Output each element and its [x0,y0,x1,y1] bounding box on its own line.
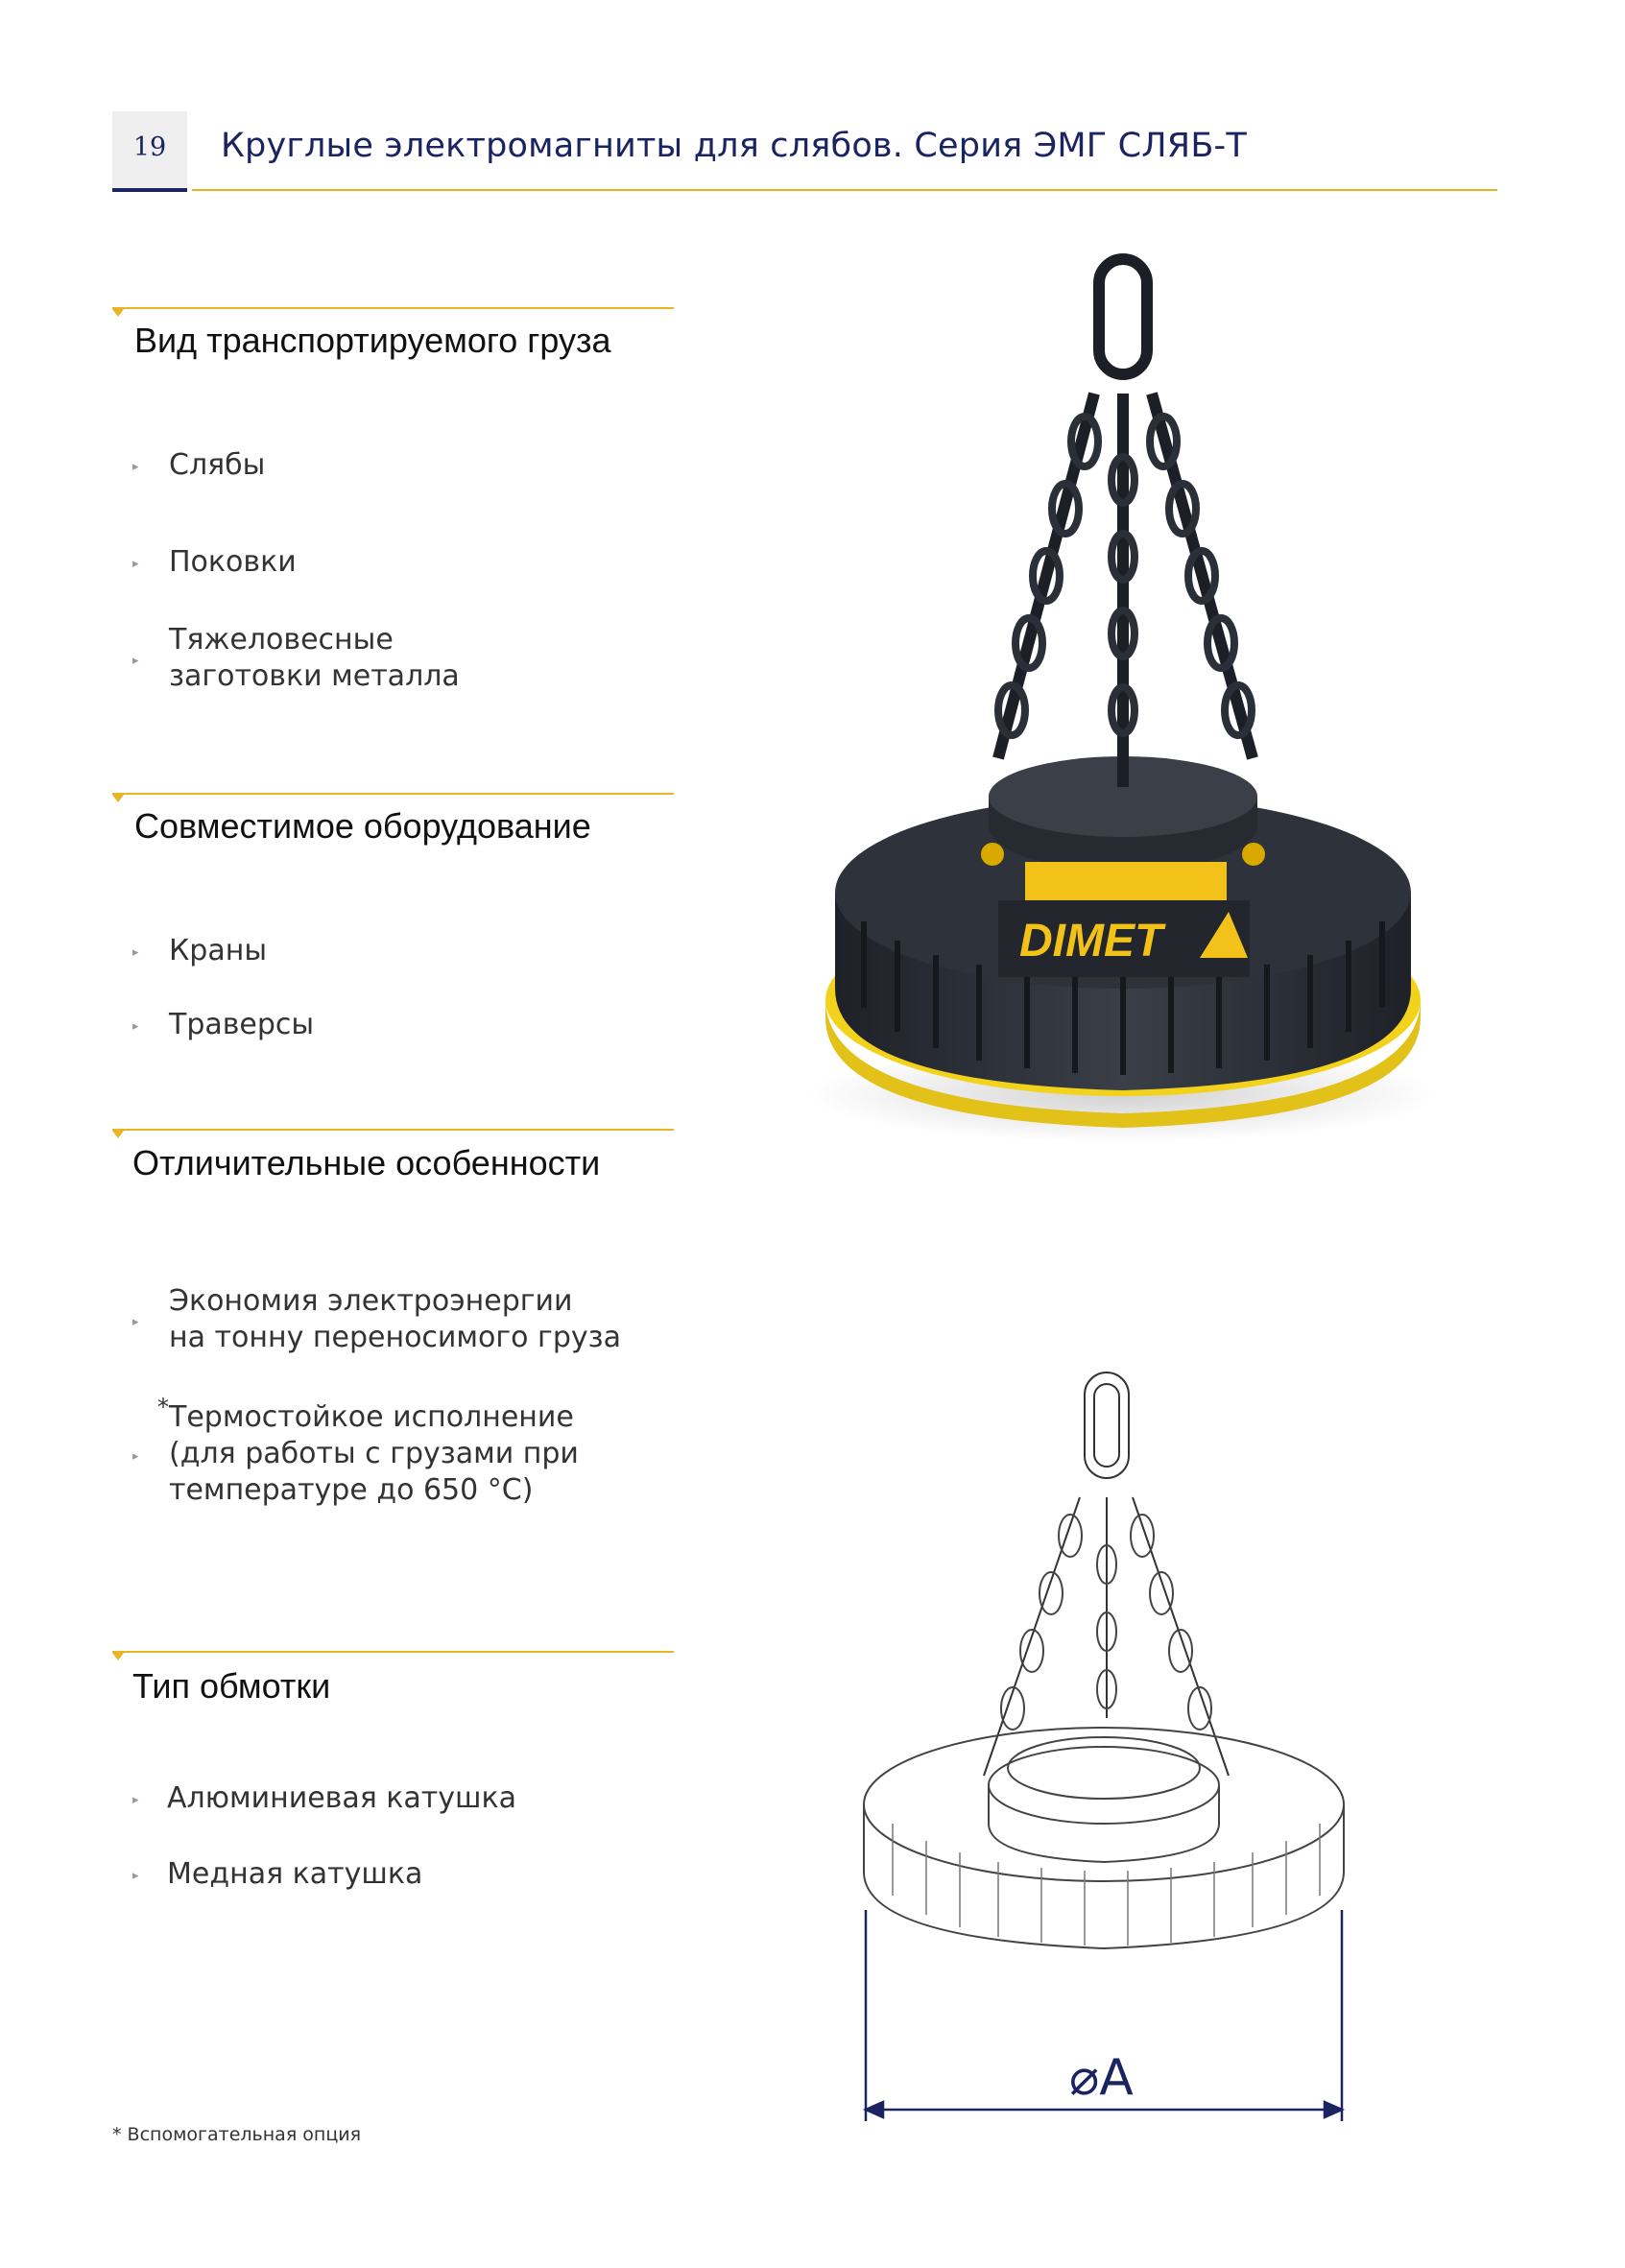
section-divider [112,1129,674,1131]
bullet-icon: ▸ [132,1793,139,1807]
page-number-underline [112,188,187,192]
list-item-line: Слябы [169,448,266,482]
list-item [169,933,267,969]
section-divider [112,1651,674,1653]
bullet-icon: ▸ [132,1869,139,1883]
list-item [167,1856,422,1893]
list-item-line: Экономия электроэнергии [169,1284,573,1318]
list-item-line: (для работы с грузами при [169,1437,579,1470]
section-title-features: Отличительные особенности [132,1143,601,1182]
list-item [169,622,460,695]
bullet-icon: ▸ [132,557,139,571]
electromagnet-line-drawing-icon [854,1373,1353,2140]
list-item-line: Медная катушка [167,1857,423,1891]
header-divider [192,189,1497,191]
brand-logo: DIMET [1019,916,1163,967]
optional-marker: * [157,1394,169,1420]
section-marker-icon [112,309,124,317]
list-item [169,447,265,484]
list-item [169,544,297,581]
page-number-box [112,111,187,190]
section-marker-icon [112,795,124,802]
list-item [169,1283,621,1356]
footnote: * Вспомогательная опция [112,2124,362,2145]
section-divider [112,793,674,795]
section-divider [112,307,674,309]
page-number: 19 [132,132,167,162]
page-title: Круглые электромагниты для слябов. Серия ЭМГ СЛЯБ-Т [221,127,1247,165]
bullet-icon: ▸ [132,460,139,474]
list-item-line: температуре до 650 °С) [169,1473,534,1507]
list-item [169,1399,579,1509]
list-item-line: Тяжеловесные [169,623,394,657]
section-title-equipment: Совместимое оборудование [134,806,591,846]
list-item [167,1780,516,1817]
bullet-icon: ▸ [132,1449,139,1464]
electromagnet-photo-icon [806,259,1440,1142]
bullet-icon: ▸ [132,1019,139,1034]
list-item-line: Алюминиевая катушка [167,1781,516,1815]
section-title-cargo: Вид транспортируемого груза [134,321,611,360]
list-item-line: на тонну переносимого груза [169,1321,621,1354]
bullet-icon: ▸ [132,1315,139,1329]
list-item-line: Краны [169,934,268,967]
list-item-line: Траверсы [169,1008,315,1041]
list-item-line: Поковки [169,545,297,579]
dimension-label: ⌀A [1069,2049,1134,2107]
section-marker-icon [112,1653,124,1660]
section-marker-icon [112,1131,124,1138]
list-item [169,1007,314,1043]
list-item-line: Термостойкое исполнение [169,1400,574,1434]
bullet-icon: ▸ [132,945,139,960]
section-title-winding: Тип обмотки [132,1666,331,1706]
bullet-icon: ▸ [132,654,139,668]
list-item-line: заготовки металла [169,659,460,693]
